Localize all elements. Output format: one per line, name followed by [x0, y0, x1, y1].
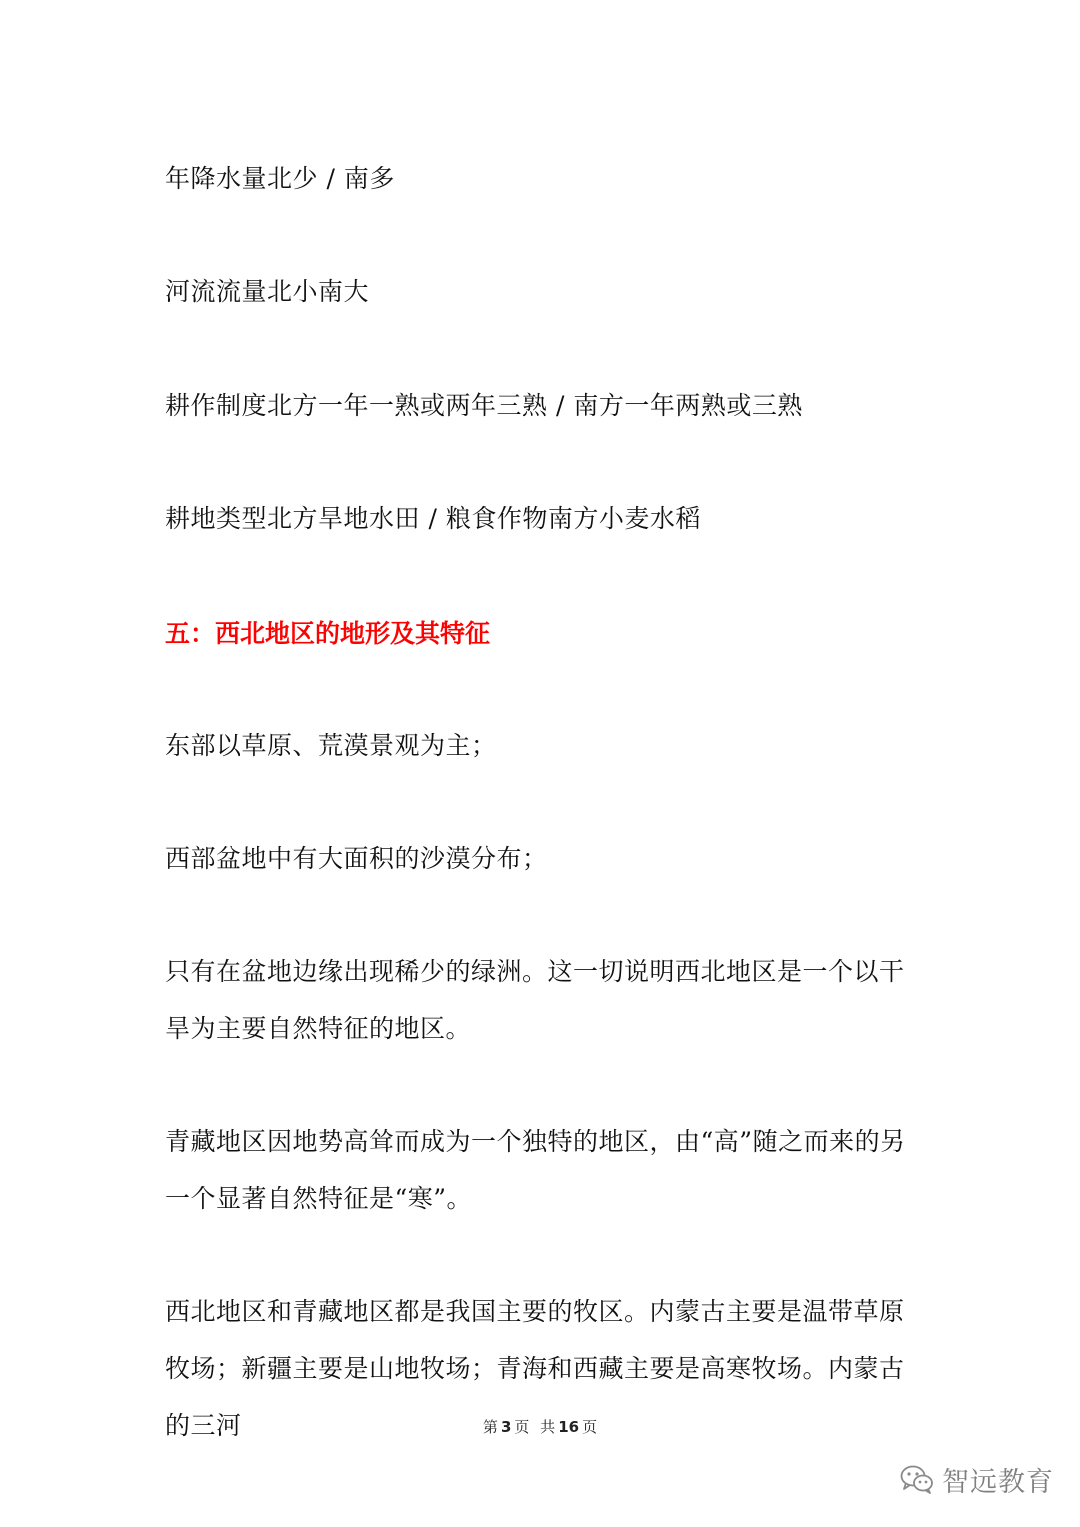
paragraph: 耕作制度北方一年一熟或两年三熟 / 南方一年两熟或三熟	[165, 391, 803, 420]
section-heading: 五：西北地区的地形及其特征	[165, 619, 491, 648]
paragraph: 年降水量北少 / 南多	[165, 164, 395, 193]
paragraph: 西北地区和青藏地区都是我国主要的牧区。内蒙古主要是温带草原牧场；新疆主要是山地牧场；青海和西藏主要是高寒牧场。内蒙古的三河	[165, 1297, 905, 1440]
page-footer	[0, 1415, 1080, 1439]
footer-page-number: 3	[500, 1418, 512, 1436]
paragraph: 青藏地区因地势高耸而成为一个独特的地区，由“高”随之而来的另一个显著自然特征是“寒”。	[165, 1127, 906, 1213]
wechat-icon	[900, 1464, 934, 1494]
watermark	[900, 1458, 1054, 1500]
watermark-text: 智远教育	[942, 1466, 1054, 1498]
paragraph: 只有在盆地边缘出现稀少的绿洲。这一切说明西北地区是一个以干旱为主要自然特征的地区。	[165, 957, 905, 1043]
footer-page-unit: 页	[514, 1418, 530, 1436]
paragraph: 东部以草原、荒漠景观为主；	[165, 731, 497, 760]
footer-prefix: 第	[482, 1418, 498, 1436]
paragraph: 耕地类型北方旱地水田 / 粮食作物南方小麦水稻	[165, 504, 701, 533]
footer-total-pages: 16	[558, 1418, 580, 1436]
paragraph: 西部盆地中有大面积的沙漠分布；	[165, 844, 548, 873]
footer-total-prefix: 共	[540, 1418, 556, 1436]
paragraph: 河流流量北小南大	[165, 277, 370, 306]
footer-total-unit: 页	[582, 1418, 598, 1436]
